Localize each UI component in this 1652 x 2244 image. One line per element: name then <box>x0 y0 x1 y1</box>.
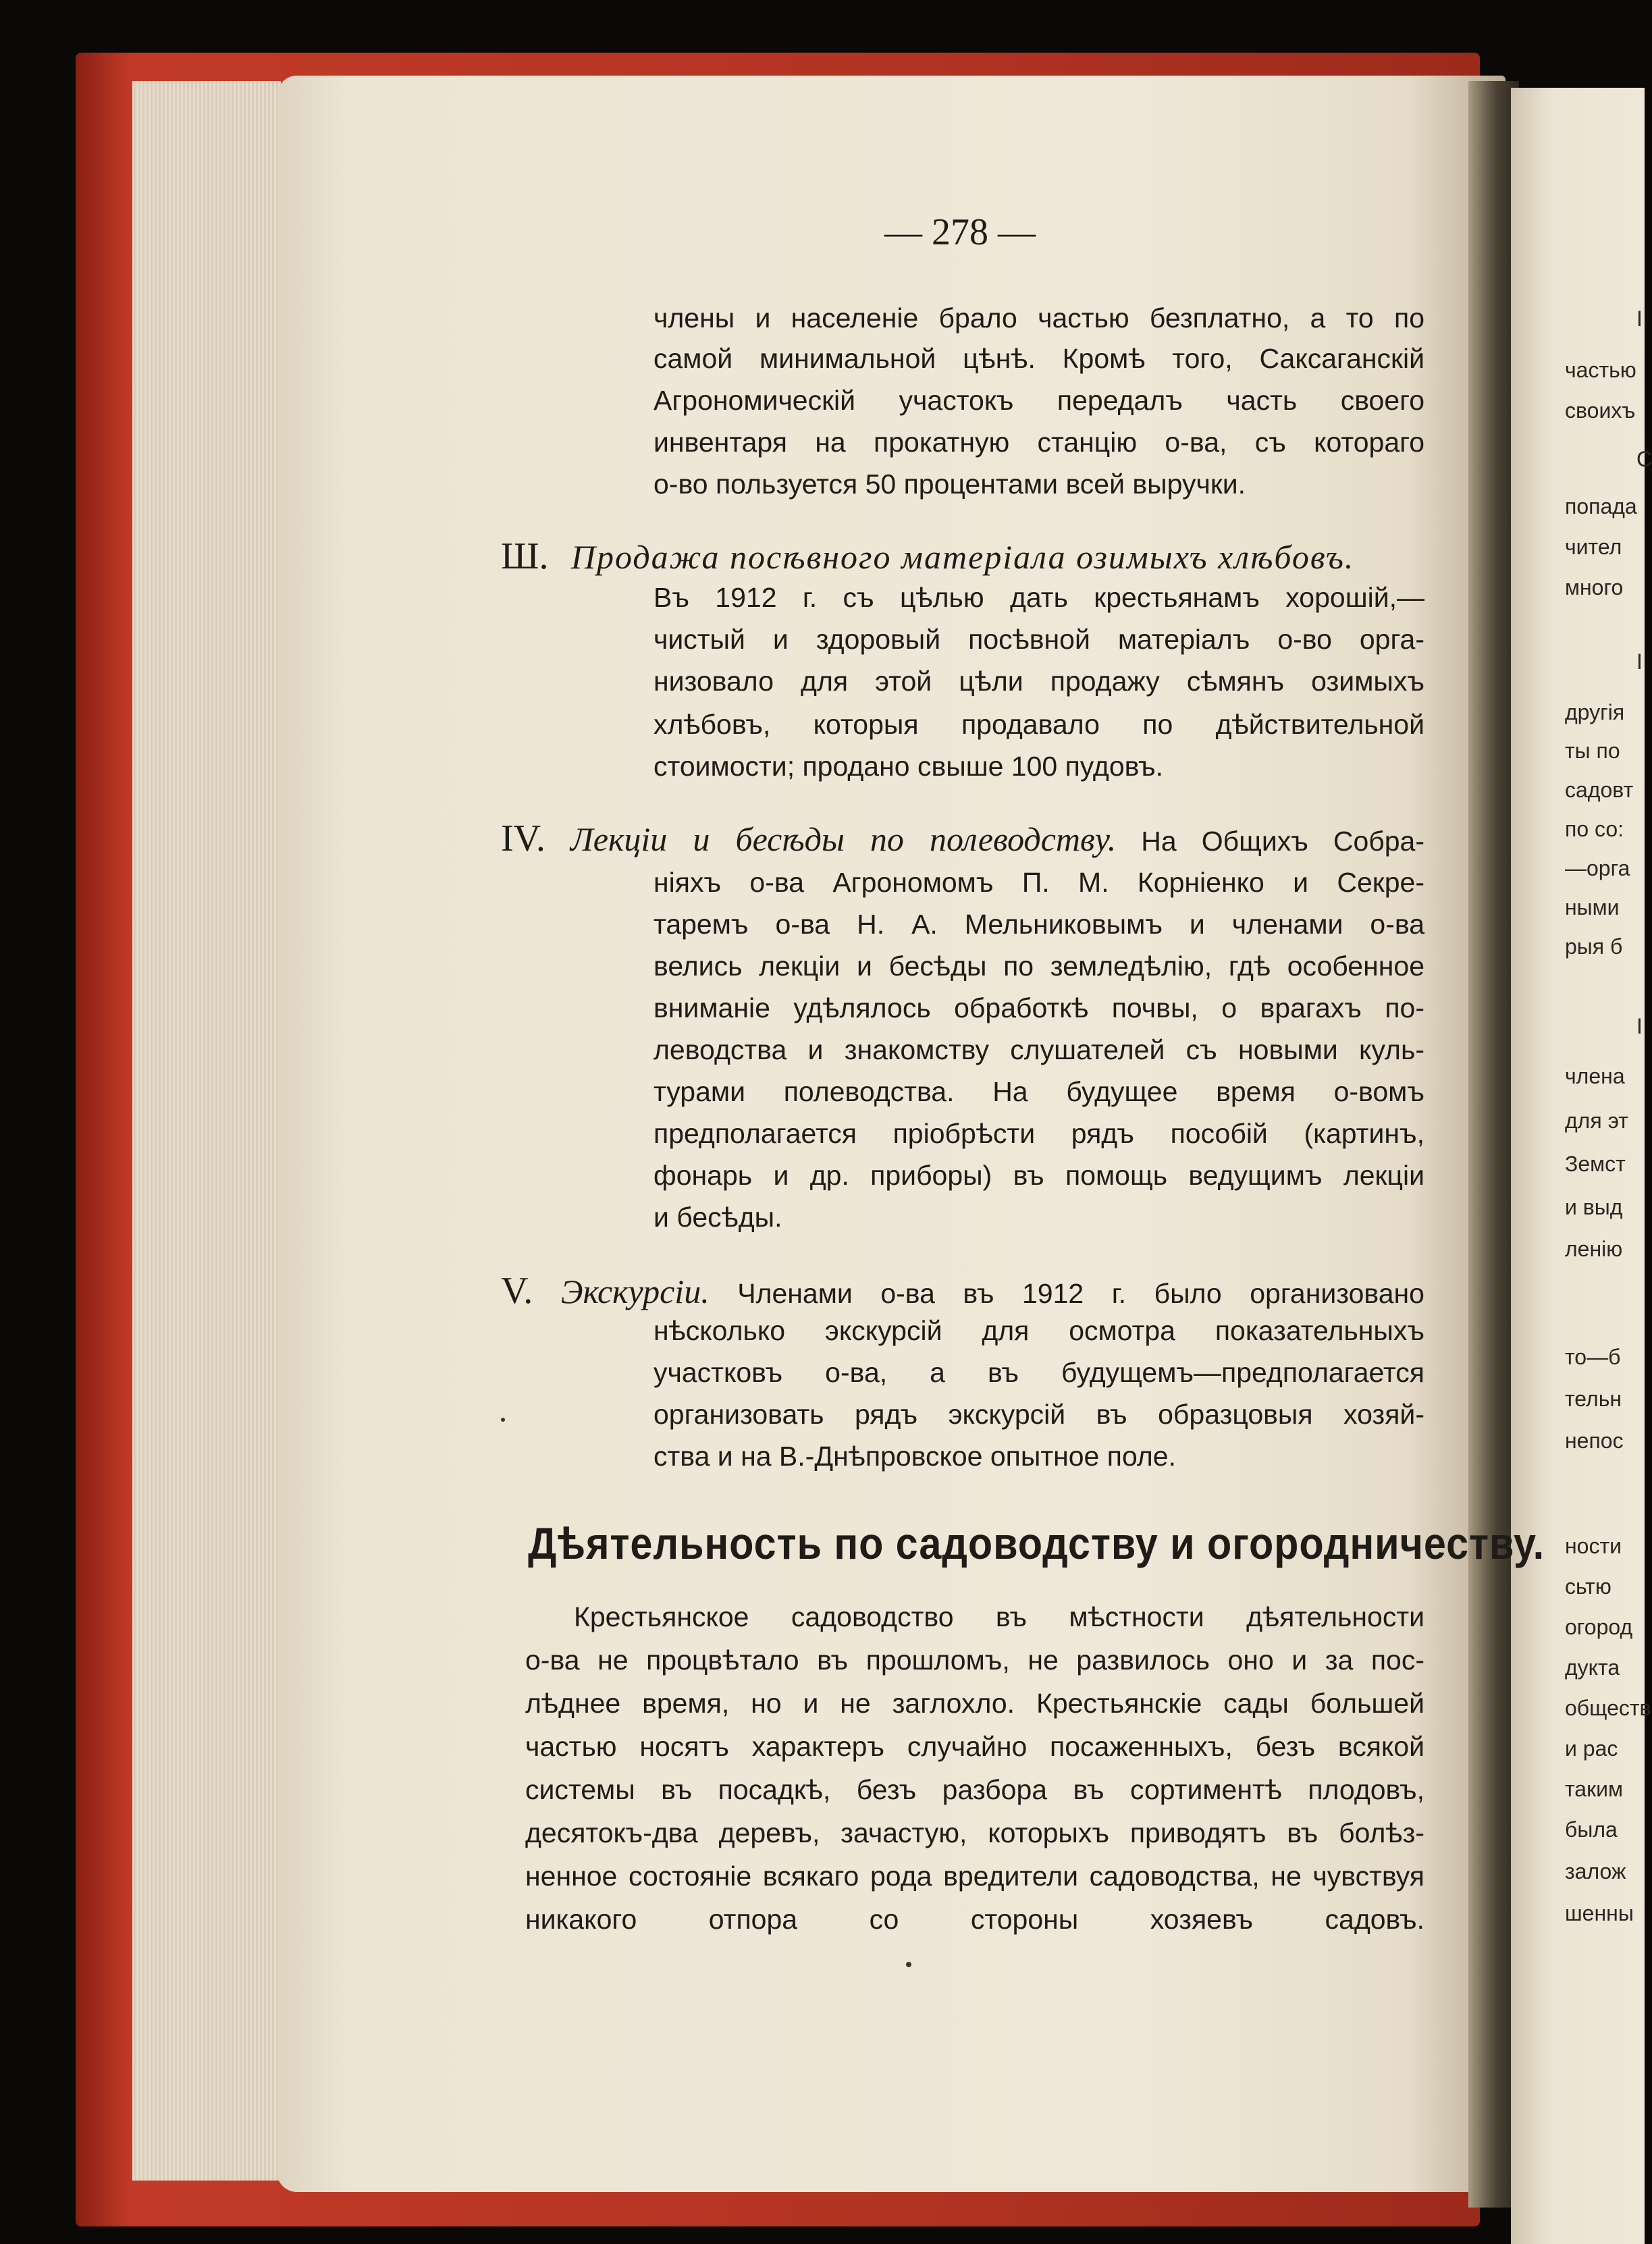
facing-fragment: попада <box>1565 494 1637 518</box>
facing-fragment: много <box>1565 575 1624 599</box>
text-line: частью носятъ характеръ случайно посаженныхъ, безъ всякой <box>525 1731 1424 1762</box>
facing-fragment: I <box>1636 306 1643 331</box>
facing-fragment: обществ <box>1565 1696 1651 1720</box>
text-line: Въ 1912 г. съ цѣлью дать крестьянамъ хорошій,— <box>654 582 1424 613</box>
text-line: велись лекціи и бесѣды по земледѣлію, гдѣ особенное <box>654 951 1424 982</box>
text-line: предполагается пріобрѣсти рядъ пособій (картинъ, <box>654 1118 1424 1149</box>
facing-fragment: сьтю <box>1565 1574 1611 1599</box>
facing-fragment: залож <box>1565 1859 1626 1884</box>
facing-fragment: I <box>1636 1014 1643 1038</box>
text-line: ненное состояніе всякаго рода вредители садоводства, не чувствуя <box>525 1861 1424 1892</box>
facing-fragment: —орга <box>1565 856 1630 880</box>
section-5-numeral: V. <box>501 1270 533 1312</box>
section-3-numeral: Ш. <box>501 535 549 577</box>
section-3-title: Продажа посѣвного матеріала озимыхъ хлѣбовъ. <box>570 538 1355 576</box>
facing-fragment: по со: <box>1565 817 1624 841</box>
text-line: ніяхъ о-ва Агрономомъ П. М. Корніенко и Секре- <box>654 867 1424 898</box>
facing-fragment: частью <box>1565 358 1636 382</box>
facing-fragment: ты по <box>1565 739 1620 763</box>
facing-fragment: огород <box>1565 1615 1633 1639</box>
text-line: инвентаря на прокатную станцію о-ва, съ котораго <box>654 427 1424 458</box>
text-line: и бесѣды. <box>654 1202 782 1233</box>
text-line: лѣднее время, но и не заглохло. Крестьянскіе сады большей <box>525 1688 1424 1719</box>
text-line: нѣсколько экскурсій для осмотра показательныхъ <box>654 1315 1424 1346</box>
text-line: ства и на В.-Днѣпровское опытное поле. <box>654 1441 1176 1472</box>
section-4-numeral: IV. <box>501 818 545 859</box>
facing-fragment: была <box>1565 1817 1618 1842</box>
facing-fragment: ленію <box>1565 1237 1623 1261</box>
text-line: самой минимальной цѣнѣ. Кромѣ того, Саксаганскій <box>654 343 1424 374</box>
text-line: чистый и здоровый посѣвной матеріалъ о-во орга- <box>654 624 1424 655</box>
page-number: — 278 — <box>884 211 1036 253</box>
facing-fragment: садовт <box>1565 778 1634 802</box>
facing-fragment: таким <box>1565 1777 1623 1801</box>
facing-fragment: рыя б <box>1565 934 1623 959</box>
book-page-right <box>1511 88 1652 2244</box>
page-edges <box>132 81 281 2181</box>
text-line: леводства и знакомству слушателей съ новыми куль- <box>654 1034 1424 1065</box>
text-line: вниманіе удѣлялось обработкѣ почвы, о врагахъ по- <box>654 992 1424 1023</box>
section-5-title: Экскурсіи. <box>560 1273 710 1310</box>
text-line: системы въ посадкѣ, безъ разбора въ сортиментѣ плодовъ, <box>525 1774 1424 1805</box>
facing-fragment: непос <box>1565 1428 1624 1453</box>
facing-fragment: дукта <box>1565 1655 1620 1680</box>
facing-fragment: тельн <box>1565 1387 1622 1411</box>
text-line: хлѣбовъ, которыя продавало по дѣйствительной <box>654 709 1424 740</box>
section-4-title: Лекціи и бесѣды по полеводству. <box>570 820 1117 858</box>
text-line: фонарь и др. приборы) въ помощь ведущимъ лекціи <box>654 1160 1424 1191</box>
text-line: никакого отпора со стороны хозяевъ садовъ. <box>525 1904 1424 1935</box>
text-line: стоимости; продано свыше 100 пудовъ. <box>654 751 1164 782</box>
text-line: десятокъ-два деревъ, зачастую, которыхъ приводятъ въ болѣз- <box>525 1817 1424 1848</box>
facing-fragment: другія <box>1565 700 1625 724</box>
text-line: члены и населеніе брало частью безплатно, а то по <box>654 302 1424 333</box>
facing-fragment: шенны <box>1565 1901 1634 1925</box>
text-line: турами полеводства. На будущее время о-вомъ <box>654 1076 1424 1107</box>
facing-fragment: ности <box>1565 1534 1622 1558</box>
facing-fragment: Земст <box>1565 1152 1626 1176</box>
section-4-heading <box>501 817 1424 860</box>
facing-fragment: I <box>1636 649 1643 674</box>
section-5-title-rest: Членами о-ва въ 1912 г. было организовано <box>737 1278 1424 1309</box>
section-5-heading <box>501 1269 1424 1312</box>
text-line: о-во пользуется 50 процентами всей выручки. <box>654 469 1246 500</box>
text-line: о-ва не процвѣтало въ прошломъ, не развилось оно и за пос- <box>525 1645 1424 1676</box>
text-line: Агрономическій участокъ передалъ часть своего <box>654 385 1424 416</box>
ink-speck <box>906 1962 911 1967</box>
text-line: низовало для этой цѣли продажу сѣмянъ озимыхъ <box>654 666 1424 697</box>
section-3-heading <box>501 535 1354 578</box>
chapter-heading: Дѣятельность по садоводству и огородничеству. <box>528 1518 1545 1568</box>
text-line: Крестьянское садоводство въ мѣстности дѣятельности <box>574 1601 1424 1632</box>
facing-fragment: члена <box>1565 1064 1625 1088</box>
facing-fragment: С <box>1636 447 1652 471</box>
facing-fragment: и выд <box>1565 1195 1623 1219</box>
text-line: участковъ о-ва, а въ будущемъ—предполагается <box>654 1357 1424 1388</box>
facing-fragment: для эт <box>1565 1108 1628 1133</box>
ink-speck <box>501 1418 505 1422</box>
facing-fragment: ными <box>1565 895 1620 919</box>
section-4-title-rest: На Общихъ Собра- <box>1141 826 1424 857</box>
facing-fragment: своихъ <box>1565 398 1636 423</box>
text-line: таремъ о-ва Н. А. Мельниковымъ и членами о-ва <box>654 909 1424 940</box>
facing-fragment: то—б <box>1565 1345 1621 1369</box>
facing-fragment: и рас <box>1565 1736 1618 1761</box>
facing-fragment: чител <box>1565 535 1622 559</box>
text-line: организовать рядъ экскурсій въ образцовыя хозяй- <box>654 1399 1424 1430</box>
